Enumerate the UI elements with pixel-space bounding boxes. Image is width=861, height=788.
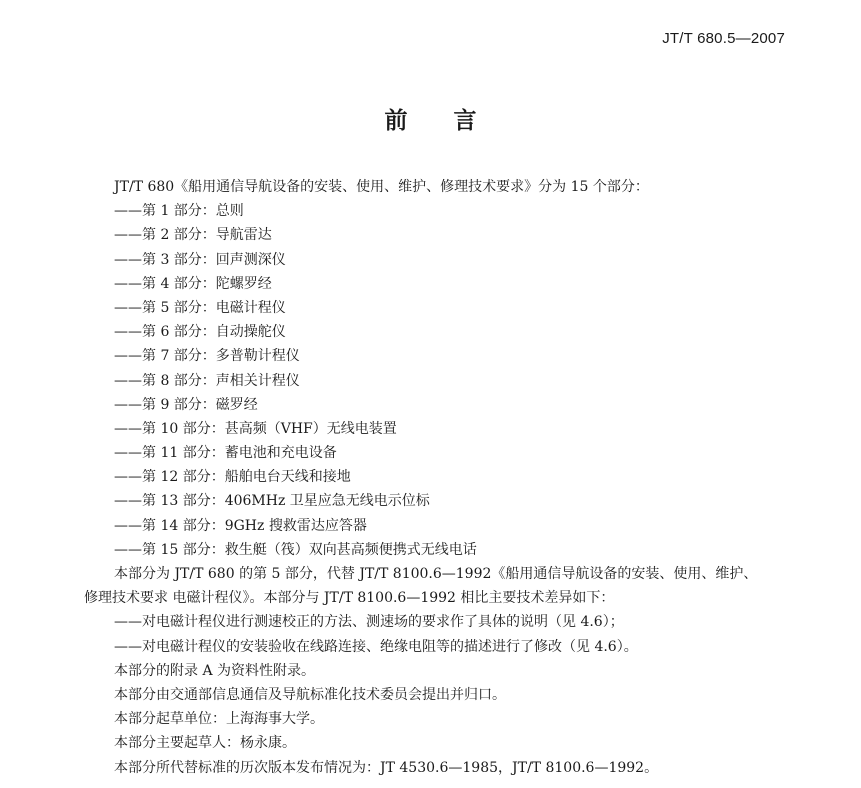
replaces-paragraph-line2: 修理技术要求 电磁计程仪》。本部分与 JT/T 8100.6—1992 相比主要技术差异如下： [84, 590, 615, 607]
part-item: ——第 3 部分：回声测深仪 [114, 251, 286, 268]
replaces-paragraph-line1: 本部分为 JT/T 680 的第 5 部分，代替 JT/T 8100.6—1992《船用通信导航设备的安装、使用、维护、 [114, 566, 758, 582]
intro-paragraph: JT/T 680《船用通信导航设备的安装、使用、维护、修理技术要求》分为 15 个部分： [114, 179, 649, 195]
part-item: ——第 5 部分：电磁计程仪 [114, 299, 286, 316]
part-item: ——第 14 部分：9GHz 搜救雷达应答器 [114, 517, 367, 534]
part-item: ——第 12 部分：船舶电台天线和接地 [114, 469, 351, 486]
proposed-by-paragraph: 本部分由交通部信息通信及导航标准化技术委员会提出并归口。 [114, 686, 506, 703]
part-item: ——第 6 部分：自动操舵仪 [114, 324, 286, 341]
foreword-body [84, 175, 804, 780]
part-item: ——第 9 部分：磁罗经 [114, 396, 258, 413]
part-item: ——第 2 部分：导航雷达 [114, 227, 272, 244]
page-title: 前言 [384, 107, 523, 134]
part-item: ——第 13 部分：406MHz 卫星应急无线电示位标 [114, 493, 430, 510]
drafting-unit-paragraph: 本部分起草单位：上海海事大学。 [114, 711, 324, 728]
difference-item: ——对电磁计程仪进行测速校正的方法、测速场的要求作了具体的说明（见 4.6）； [114, 614, 624, 631]
difference-item: ——对电磁计程仪的安装验收在线路连接、绝缘电阻等的描述进行了修改（见 4.6）。 [114, 638, 638, 655]
part-item: ——第 15 部分：救生艇（筏）双向甚高频便携式无线电话 [114, 541, 477, 558]
history-paragraph: 本部分所代替标准的历次版本发布情况为：JT 4530.6—1985，JT/T 8100.6—1992。 [114, 759, 659, 776]
drafters-paragraph: 本部分主要起草人：杨永康。 [114, 735, 296, 752]
part-item: ——第 10 部分：甚高频（VHF）无线电装置 [114, 420, 397, 437]
part-item: ——第 11 部分：蓄电池和充电设备 [114, 445, 337, 462]
appendix-paragraph: 本部分的附录 A 为资料性附录。 [114, 662, 316, 679]
part-item: ——第 1 部分：总则 [114, 203, 244, 220]
part-item: ——第 7 部分：多普勒计程仪 [114, 348, 300, 365]
part-item: ——第 4 部分：陀螺罗经 [114, 275, 272, 292]
part-item: ——第 8 部分：声相关计程仪 [114, 372, 300, 389]
document-code: JT/T 680.5—2007 [662, 30, 785, 47]
